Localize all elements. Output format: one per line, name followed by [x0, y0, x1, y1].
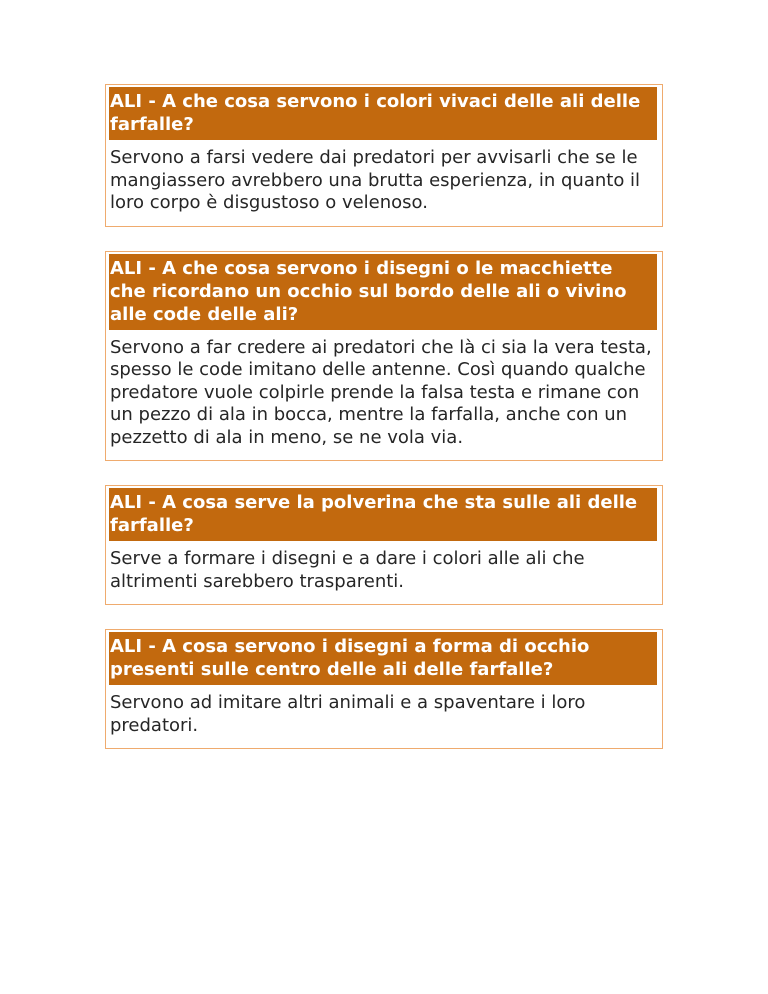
- qa-question-heading: ALI - A che cosa servono i colori vivaci delle ali delle farfalle?: [109, 87, 657, 140]
- qa-card-wing-colors: [105, 84, 663, 227]
- qa-answer-text: Serve a formare i disegni e a dare i colori alle ali che altrimenti sarebbero trasparenti.: [110, 548, 585, 592]
- qa-card-eye-spots-center: [105, 629, 663, 749]
- qa-question-heading: ALI - A che cosa servono i disegni o le macchiette che ricordano un occhio sul bordo delle ali o vivino alle code delle ali?: [109, 254, 657, 330]
- qa-question-heading: ALI - A cosa serve la polverina che sta sulle ali delle farfalle?: [109, 488, 657, 541]
- qa-answer-text: Servono ad imitare altri animali e a spaventare i loro predatori.: [110, 692, 586, 736]
- qa-card-eye-spots-edge: [105, 251, 663, 462]
- qa-answer-text: Servono a farsi vedere dai predatori per avvisarli che se le mangiassero avrebbero una brutta esperienza, in quanto il loro corpo è disgustoso o velenoso.: [110, 147, 641, 213]
- qa-answer-text: Servono a far credere ai predatori che là ci sia la vera testa, spesso le code imitano delle antenne. Così quando qualche predatore vuole colpirle prende la falsa testa e rimane con un pezzo di ala in bocca, mentre la farfalla, anche con un pezzetto di ala in meno, se ne vola via.: [110, 336, 652, 448]
- qa-question-heading: ALI - A cosa servono i disegni a forma di occhio presenti sulle centro delle ali delle farfalle?: [109, 632, 657, 685]
- qa-card-wing-dust: [105, 485, 663, 605]
- qa-list: [105, 84, 663, 773]
